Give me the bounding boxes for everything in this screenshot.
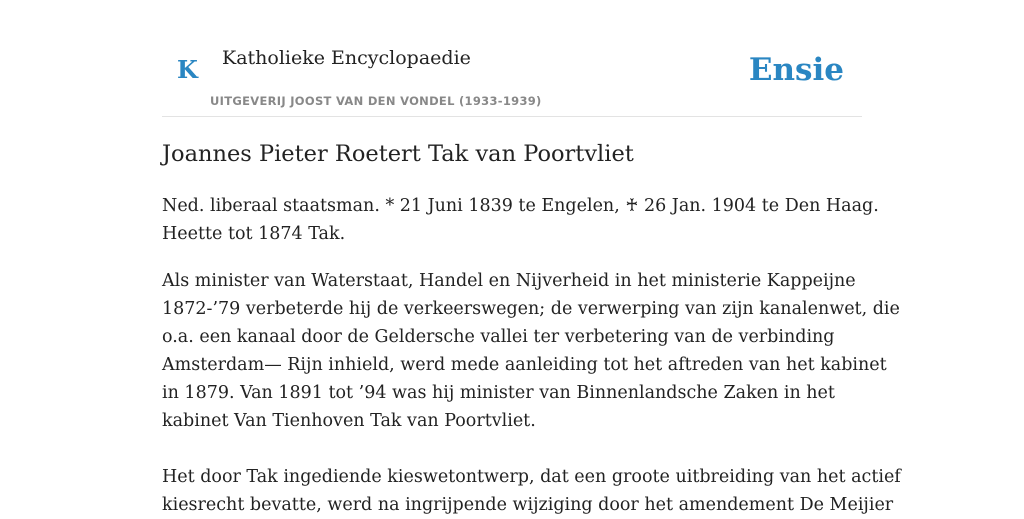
paragraph-line: kiesrecht bevatte, werd na ingrijpende wijziging door het amendement De Meijier xyxy=(162,495,894,515)
paragraph-line: 1872-’79 verbeterde hij de verkeerswegen; de verwerping van zijn kanalenwet, die xyxy=(162,299,900,319)
paragraph-line: Het door Tak ingediende kieswetontwerp, dat een groote uitbreiding van het actief xyxy=(162,467,901,487)
paragraph-line: kabinet Van Tienhoven Tak van Poortvliet. xyxy=(162,411,536,431)
paragraph-line: Heette tot 1874 Tak. xyxy=(162,224,346,244)
article-paragraph xyxy=(162,267,900,435)
site-title[interactable]: Katholieke Encyclopaedie xyxy=(222,47,471,69)
page-container xyxy=(162,0,901,515)
paragraph-line: Amsterdam— Rijn inhield, werd mede aanleiding tot het aftreden van het kabinet xyxy=(162,355,887,375)
site-header xyxy=(162,0,862,117)
article-paragraph xyxy=(162,463,901,519)
publisher-subtitle: UITGEVERIJ JOOST VAN DEN VONDEL (1933-1939) xyxy=(210,94,542,108)
paragraph-line: in 1879. Van 1891 tot ’94 was hij minister van Binnenlandsche Zaken in het xyxy=(162,383,835,403)
article-paragraph xyxy=(162,192,879,248)
ensie-brand-logo[interactable]: Ensie xyxy=(748,52,844,88)
article-title: Joannes Pieter Roetert Tak van Poortvliet xyxy=(162,141,634,167)
paragraph-line: o.a. een kanaal door de Geldersche vallei ter verbetering van de verbinding xyxy=(162,327,835,347)
encyclopedia-logo[interactable]: K xyxy=(177,55,198,84)
paragraph-line: Ned. liberaal staatsman. * 21 Juni 1839 te Engelen, ♰ 26 Jan. 1904 te Den Haag. xyxy=(162,196,879,216)
paragraph-line: Als minister van Waterstaat, Handel en Nijverheid in het ministerie Kappeijne xyxy=(162,271,856,291)
